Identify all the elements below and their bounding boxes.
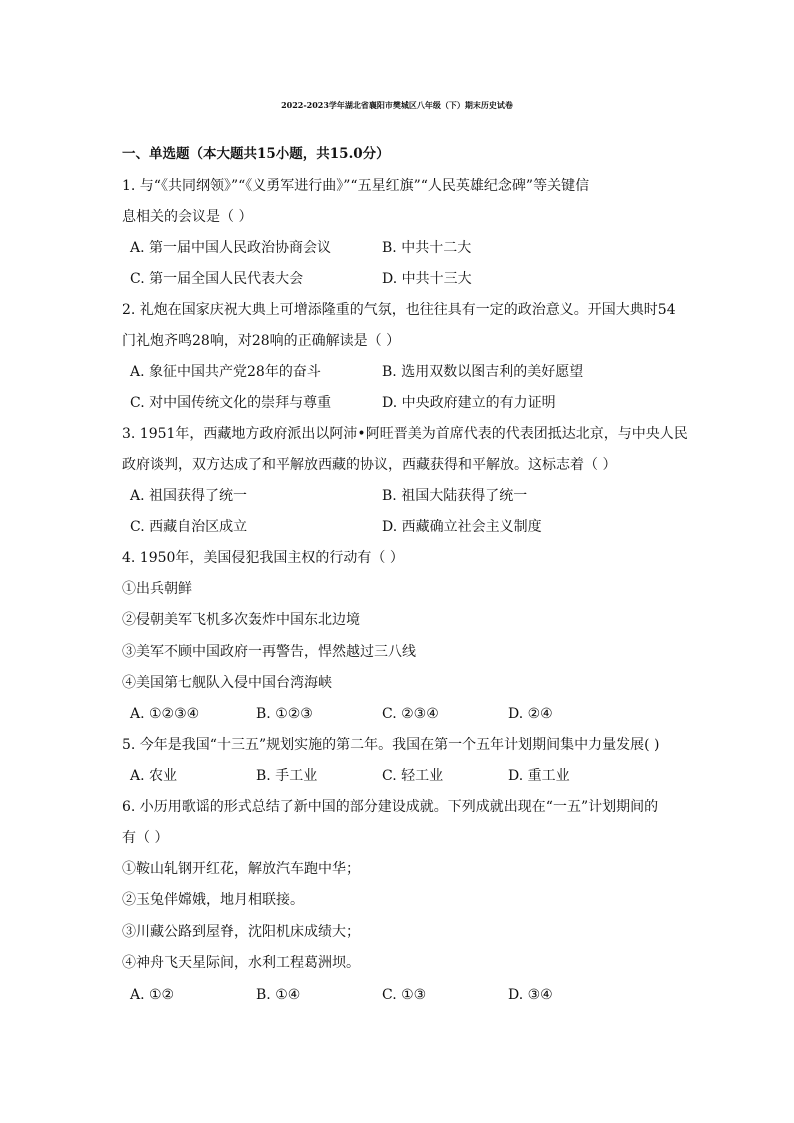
question-6-option-c: C. ①③ [382,987,427,1003]
question-1-option-b: B. 中共十二大 [382,240,472,256]
question-4-option-b: B. ①②③ [256,706,313,722]
question-6-line-1: 6. 小历用歌谣的形式总结了新中国的部分建设成就。下列成就出现在“一五”计划期间的 [122,799,659,815]
question-4-line-1: 4. 1950年，美国侵犯我国主权的行动有（ ） [122,550,404,566]
question-4-option-d: D. ②④ [508,706,553,722]
question-4-option-a: A. ①②③④ [130,706,200,722]
question-3-option-b: B. 祖国大陆获得了统一 [382,488,528,504]
question-6-line-2: 有（ ） [122,830,169,846]
question-6-line-4: ②玉兔伴嫦娥，地月相联接。 [122,892,304,908]
question-3-line-1: 3. 1951年，西藏地方政府派出以阿沛•阿旺晋美为首席代表的代表团抵达北京，与中央人民 [122,426,688,442]
question-6-option-a: A. ①② [130,987,175,1003]
question-1-option-a: A. 第一届中国人民政治协商会议 [130,240,332,256]
question-1-line-2: 息相关的会议是（ ） [122,209,253,225]
question-6-line-3: ①鞍山轧钢开红花，解放汽车跑中华； [122,861,360,877]
exam-title: 2022-2023学年湖北省襄阳市樊城区八年级（下）期末历史试卷 [281,100,513,110]
section-heading: 一、单选题（本大题共15小题，共15.0分） [122,146,390,162]
question-2-line-2: 门礼炮齐鸣28响，对28响的正确解读是（ ） [122,333,401,349]
question-4-line-5: ④美国第七舰队入侵中国台湾海峡 [122,675,332,691]
question-1-line-1: 1. 与“《共同纲领》”“《义勇军进行曲》”“五星红旗”“人民英雄纪念碑”等关键信 [122,178,590,194]
question-4-option-c: C. ②③④ [382,706,439,722]
question-3-option-c: C. 西藏自治区成立 [130,519,248,535]
question-6-line-5: ③川藏公路到屋脊，沈阳机床成绩大； [122,924,360,940]
question-6-line-6: ④神舟飞天星际间，水利工程葛洲坝。 [122,955,360,971]
question-5-option-b: B. 手工业 [256,768,318,784]
question-3-line-2: 政府谈判，双方达成了和平解放西藏的协议，西藏获得和平解放。这标志着（ ） [122,457,617,473]
question-4-line-4: ③美军不顾中国政府一再警告，悍然越过三八线 [122,644,416,660]
question-5-line-1: 5. 今年是我国“十三五”规划实施的第二年。我国在第一个五年计划期间集中力量发展( ) [122,737,660,753]
question-2-line-1: 2. 礼炮在国家庆祝大典上可增添隆重的气氛，也往往具有一定的政治意义。开国大典时54 [122,302,676,318]
question-2-option-a: A. 象征中国共产党28年的奋斗 [130,364,321,380]
question-4-line-2: ①出兵朝鲜 [122,581,192,597]
question-5-option-a: A. 农业 [130,768,178,784]
question-2-option-d: D. 中央政府建立的有力证明 [382,395,556,411]
question-6-option-d: D. ③④ [508,987,553,1003]
question-2-option-b: B. 选用双数以图吉利的美好愿望 [382,364,584,380]
question-4-line-3: ②侵朝美军飞机多次轰炸中国东北边境 [122,612,360,628]
question-2-option-c: C. 对中国传统文化的崇拜与尊重 [130,395,332,411]
question-1-option-d: D. 中共十三大 [382,271,472,287]
question-5-option-c: C. 轻工业 [382,768,444,784]
question-6-option-b: B. ①④ [256,987,301,1003]
question-3-option-a: A. 祖国获得了统一 [130,488,248,504]
question-3-option-d: D. 西藏确立社会主义制度 [382,519,542,535]
question-1-option-c: C. 第一届全国人民代表大会 [130,271,304,287]
question-5-option-d: D. 重工业 [508,768,570,784]
